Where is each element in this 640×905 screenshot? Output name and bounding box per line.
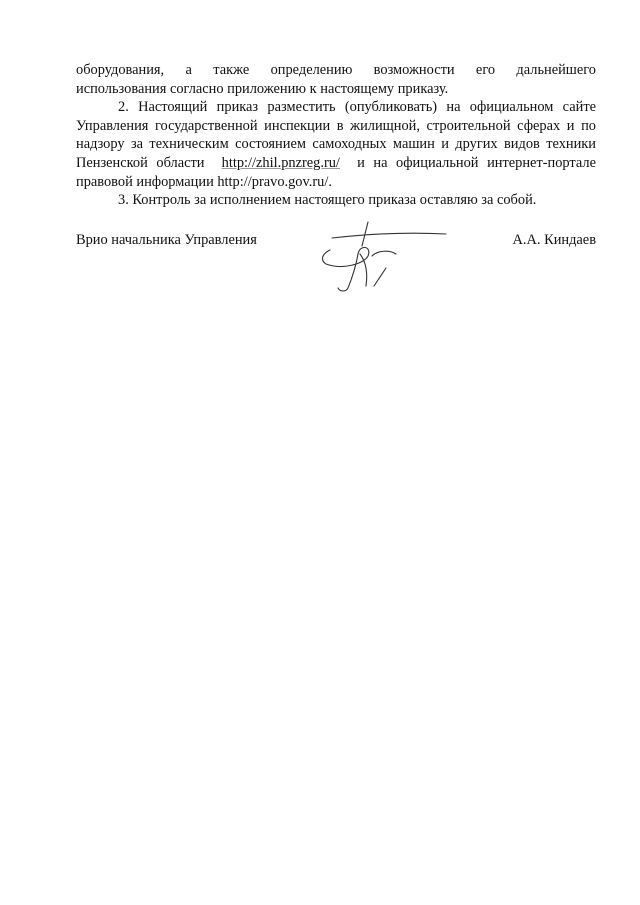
paragraph-2-line-2: Управления государственной инспекции в жилищной, строительной сферах и по [76,117,596,134]
document-body [76,61,596,210]
signatory-name: А.А. Киндаев [512,232,596,248]
paragraph-1-line-2: использования согласно приложению к настоящему приказу. [76,80,449,97]
signature-block [76,232,596,302]
handwritten-signature [312,220,452,300]
paragraph-3-line-1: 3. Контроль за исполнением настоящего приказа оставляю за собой. [118,192,537,209]
paragraph-2-line-4-prefix: Пензенской области [76,154,205,171]
signatory-title: Врио начальника Управления [76,232,257,248]
paragraph-2-line-4 [76,154,596,173]
zhil-pnzreg-link[interactable]: http://zhil.pnzreg.ru/ [221,154,340,171]
paragraph-2-line-5: правовой информации http://pravo.gov.ru/. [76,173,332,190]
paragraph-1-line-1: оборудования, а также определению возможности его дальнейшего [76,62,596,78]
paragraph-2-line-4-suffix: и на официальной интернет-портале [357,154,596,171]
paragraph-2-line-1: 2. Настоящий приказ разместить (опубликовать) на официальном сайте [118,99,596,116]
paragraph-2-line-3: надзору за техническим состоянием самоходных машин и других видов техники [76,136,596,153]
